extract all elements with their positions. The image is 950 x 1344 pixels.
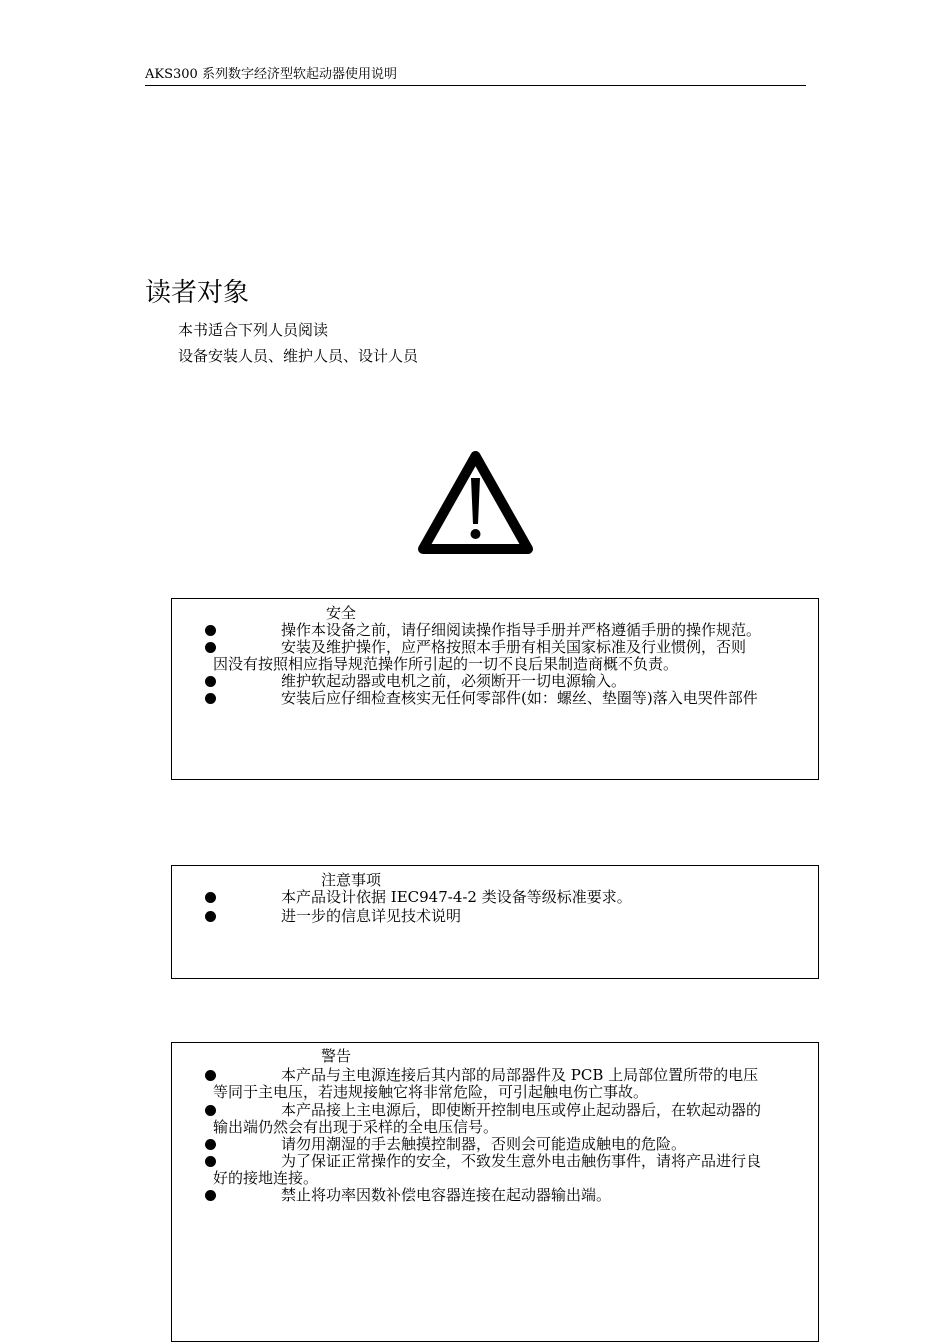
bullet-icon [205, 1070, 216, 1081]
warning-item-continuation: 输出端仍然会有出现于采样的全电压信号。 [213, 1119, 499, 1136]
bullet-icon [205, 693, 216, 704]
safety-item-text: 安装及维护操作，应严格按照本手册有相关国家标准及行业惯例，否则 [281, 639, 747, 656]
safety-item-text: 安装后应仔细检查核实无任何零部件(如：螺丝、垫圈等)落入电哭件部件 [281, 690, 758, 707]
warning-item-text: 本产品接上主电源后，即使断开控制电压或停止起动器后，在软起动器的 [281, 1102, 762, 1119]
notice-box [171, 865, 819, 979]
warning-item [213, 1187, 808, 1204]
safety-title: 安全 [326, 604, 357, 622]
safety-box [171, 598, 819, 780]
warning-item [213, 1067, 808, 1101]
readers-line-1: 本书适合下列人员阅读 [178, 321, 329, 339]
safety-item [213, 673, 808, 690]
safety-item [213, 690, 808, 707]
warning-item [213, 1136, 808, 1153]
warning-triangle-icon [414, 448, 537, 558]
bullet-icon [205, 625, 216, 636]
notice-item-text: 本产品设计依据 IEC947-4-2 类设备等级标准要求。 [281, 889, 632, 906]
safety-item-continuation: 因没有按照相应指导规范操作所引起的一切不良后果制造商概不负责。 [213, 656, 679, 673]
warning-title: 警告 [321, 1047, 352, 1065]
safety-item-text: 维护软起动器或电机之前，必须断开一切电源输入。 [281, 673, 627, 690]
notice-item [213, 889, 808, 906]
notice-item-text: 进一步的信息详见技术说明 [281, 908, 462, 925]
warning-item [213, 1102, 808, 1136]
warning-item-text: 为了保证正常操作的安全，不致发生意外电击触伤事件，请将产品进行良 [281, 1153, 762, 1170]
warning-item [213, 1153, 808, 1187]
bullet-icon [205, 1139, 216, 1150]
safety-item [213, 639, 808, 673]
bullet-icon [205, 1105, 216, 1116]
notice-item [213, 908, 808, 925]
warning-item-continuation: 等同于主电压，若违规接触它将非常危险，可引起触电伤亡事故。 [213, 1084, 649, 1101]
bullet-icon [205, 911, 216, 922]
bullet-icon [205, 1190, 216, 1201]
warning-item-text: 本产品与主电源连接后其内部的局部器件及 PCB 上局部位置所带的电压 [281, 1067, 759, 1084]
header-text: AKS300 系列数字经济型软起动器使用说明 [145, 67, 397, 82]
warning-item-continuation: 好的接地连接。 [213, 1170, 319, 1187]
readers-title: 读者对象 [145, 278, 250, 308]
bullet-icon [205, 892, 216, 903]
safety-item [213, 622, 808, 639]
page-header [145, 67, 806, 86]
notice-title: 注意事项 [321, 871, 382, 889]
warning-item-text: 请勿用潮湿的手去触摸控制器，否则会可能造成触电的危险。 [281, 1136, 687, 1153]
safety-item-text: 操作本设备之前，请仔细阅读操作指导手册并严格遵循手册的操作规范。 [281, 622, 762, 639]
bullet-icon [205, 1156, 216, 1167]
readers-line-2: 设备安装人员、维护人员、设计人员 [178, 347, 419, 365]
warning-box [171, 1042, 819, 1342]
warning-item-text: 禁止将功率因数补偿电容器连接在起动器输出端。 [281, 1187, 612, 1204]
bullet-icon [205, 676, 216, 687]
bullet-icon [205, 642, 216, 653]
